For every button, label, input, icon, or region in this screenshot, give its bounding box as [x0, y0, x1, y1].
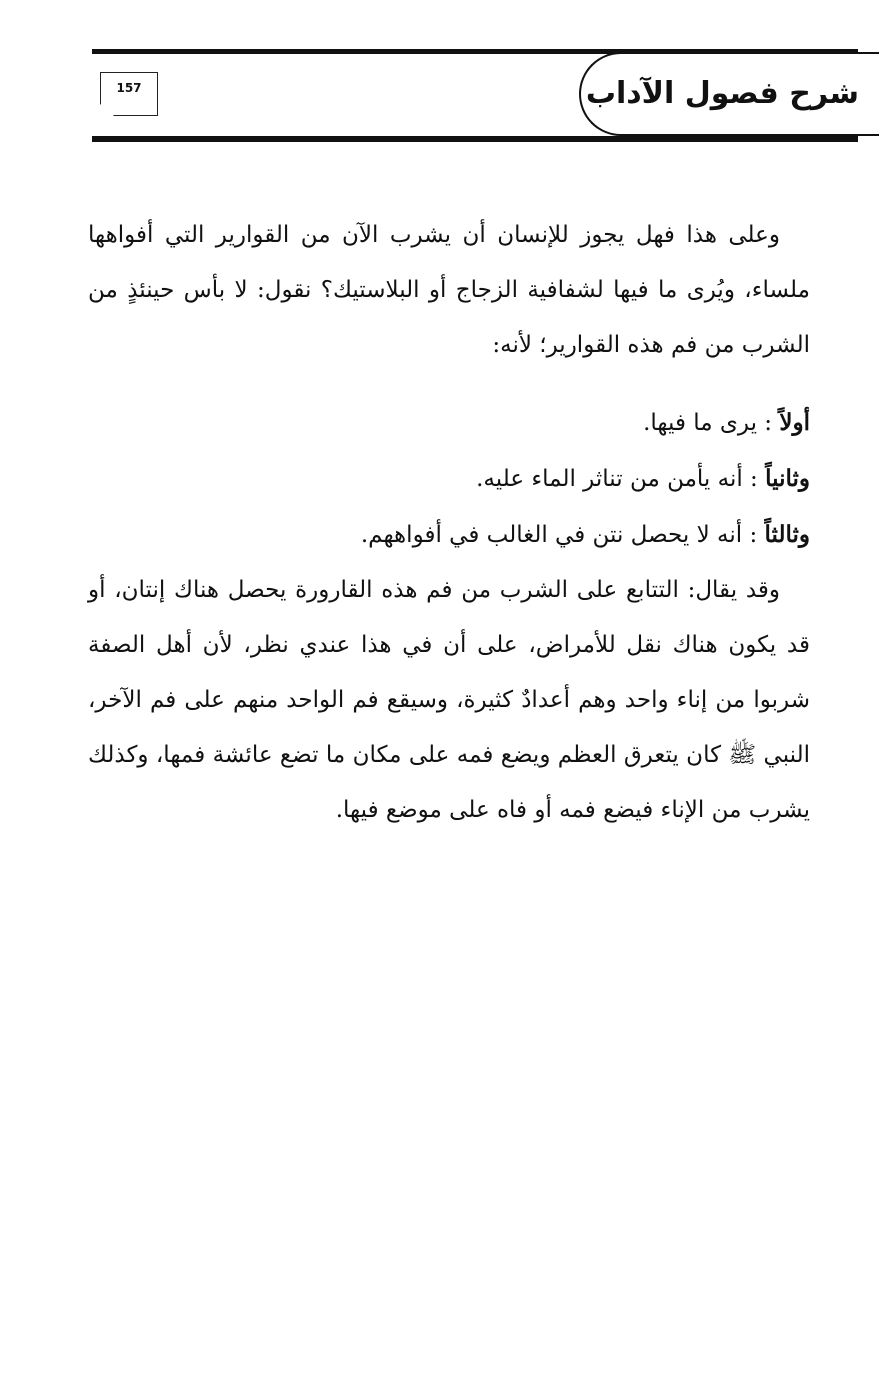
title-frame: [579, 52, 879, 136]
page-number: 157: [116, 81, 142, 95]
point-label: وثالثاً: [764, 521, 810, 548]
page-body: [88, 208, 810, 838]
point-text: أنه يأمن من تناثر الماء عليه.: [476, 466, 743, 492]
points-list: [88, 395, 810, 563]
book-title: شرح فصول الآداب: [585, 76, 859, 111]
point-label: أولاً: [779, 409, 810, 436]
point-separator: :: [757, 410, 780, 436]
header-bottom-rule: [92, 136, 858, 142]
point-third: [88, 507, 810, 563]
intro-paragraph: وعلى هذا فهل يجوز للإنسان أن يشرب الآن من القوارير التي أفواهها ملساء، ويُرى ما فيها لشفافية الزجاج أو البلاستيك؟ نقول: لا بأس حينئذٍ من الشرب من فم هذه القوارير؛ لأنه:: [88, 222, 810, 358]
point-label: وثانياً: [765, 465, 810, 492]
page-number-badge: [100, 72, 158, 116]
point-text: أنه لا يحصل نتن في الغالب في أفواههم.: [360, 522, 743, 548]
point-second: [88, 451, 810, 507]
page-header: [0, 0, 891, 160]
point-separator: :: [742, 522, 765, 548]
point-text: يرى ما فيها.: [643, 410, 757, 436]
point-first: [88, 395, 810, 451]
point-separator: :: [742, 466, 766, 492]
closing-paragraph: وقد يقال: التتابع على الشرب من فم هذه القارورة يحصل هناك إنتان، أو قد يكون هناك نقل للأمراض، على أن في هذا عندي نظر، لأن أهل الصفة شربوا من إناء واحد وهم أعدادٌ كثيرة، وسيقع فم الواحد منهم على فم الآخر، النبي ﷺ كان يتعرق العظم ويضع فمه على مكان ما تضع عائشة فمها، وكذلك يشرب من الإناء فيضع فمه أو فاه على موضع فيها.: [88, 577, 810, 823]
